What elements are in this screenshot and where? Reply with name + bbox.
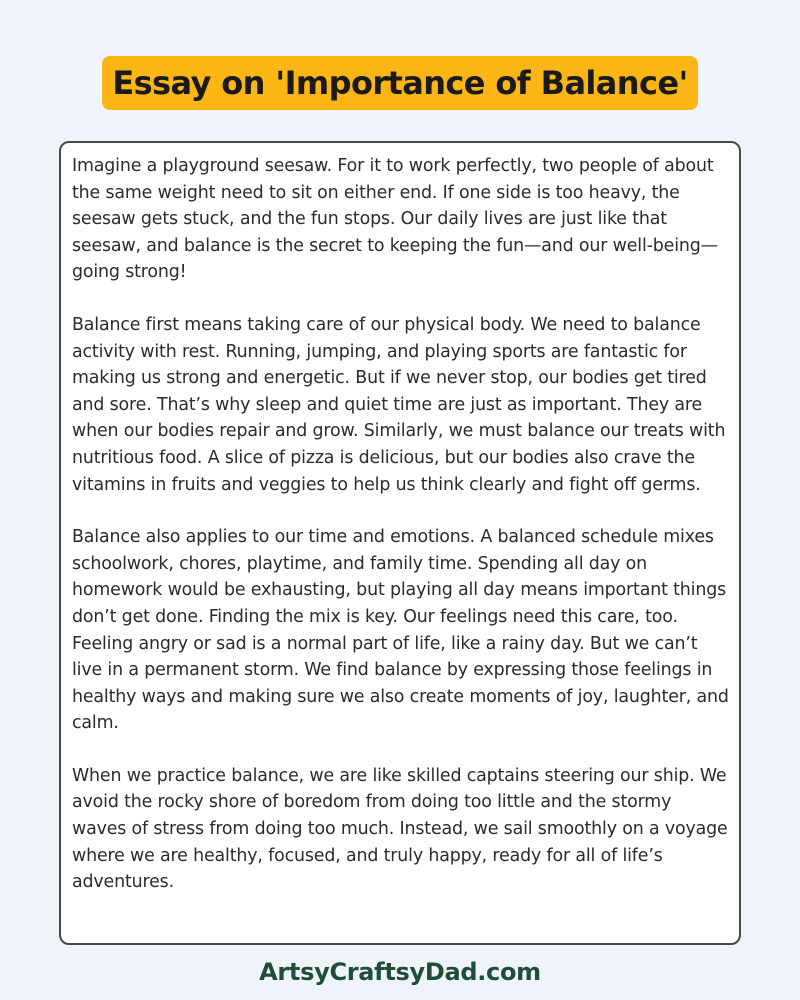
essay-card: [59, 141, 741, 945]
essay-paragraph-3: Balance also applies to our time and emotions. A balanced schedule mixes schoolwork, chores, playtime, and family time. Spending all day on homework would be exhausting, but playing all day means important things don’t get done. Finding the mix is key. Our feelings need this care, too. Feeling angry or sad is a normal part of life, like a rainy day. But we can’t live in a permanent storm. We find balance by expressing those feelings in healthy ways and making sure we also create moments of joy, laughter, and calm.: [72, 527, 729, 734]
essay-paragraph-4: When we practice balance, we are like skilled captains steering our ship. We avoid the rocky shore of boredom from doing too little and the stormy waves of stress from doing too much. Instead, we sail smoothly on a voyage where we are healthy, focused, and truly happy, ready for all of life’s adventures.: [72, 765, 728, 893]
site-footer-brand: ArtsyCraftsyDad.com: [259, 958, 541, 986]
essay-paragraph-1: Imagine a playground seesaw. For it to work perfectly, two people of about the same weight need to sit on either end. If one side is too heavy, the seesaw gets stuck, and the fun stops. Our daily lives are just like that seesaw, and balance is the secret to keeping the fun—and our well-being—going strong!: [72, 156, 718, 283]
essay-paragraph-2: Balance first means taking care of our physical body. We need to balance activity with rest. Running, jumping, and playing sports are fantastic for making us strong and energetic. But if we never stop, our bodies get tired and sore. That’s why sleep and quiet time are just as important. They are when our bodies repair and grow. Similarly, we must balance our treats with nutritious food. A slice of pizza is delicious, but our bodies also crave the vitamins in fruits and veggies to help us think clearly and fight off germs.: [72, 314, 726, 495]
essay-title: Essay on 'Importance of Balance': [102, 56, 697, 110]
title-wrapper: [0, 56, 800, 110]
